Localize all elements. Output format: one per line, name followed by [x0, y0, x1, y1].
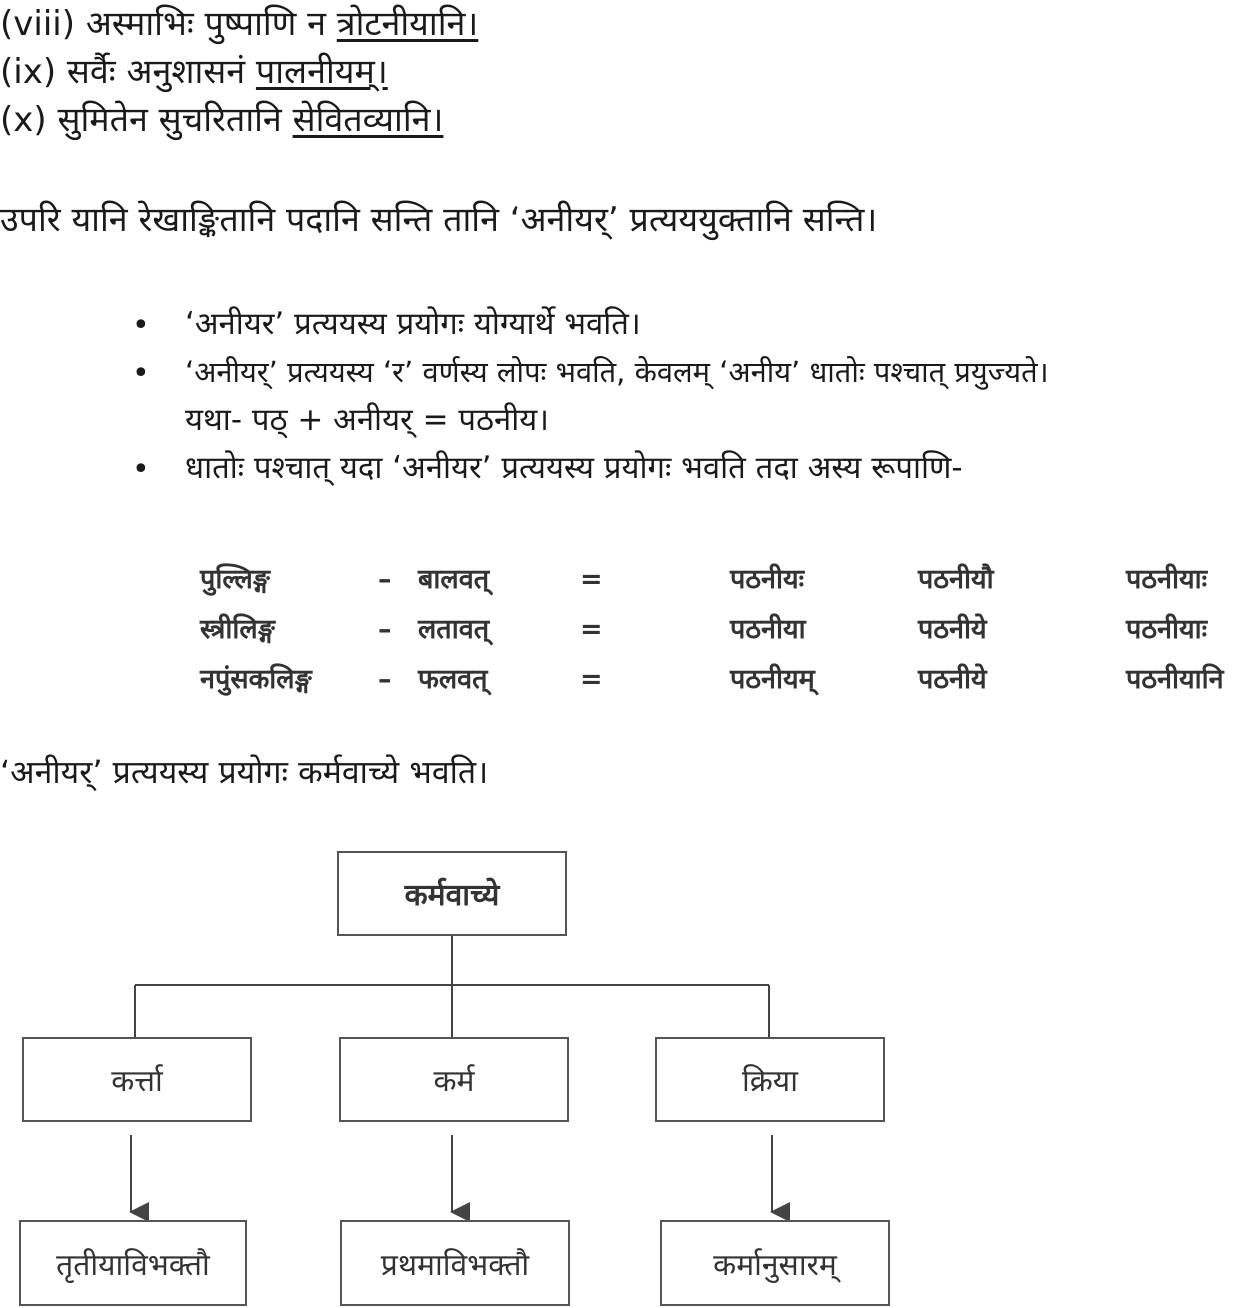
form-plural: पठनीयाः	[1126, 564, 1208, 595]
diagram-result-box-tritiya: तृतीयाविभक्तौ	[19, 1220, 247, 1306]
equals-sign: =	[580, 614, 603, 645]
diagram-branch-box-kriya: क्रिया	[655, 1037, 885, 1122]
example-underlined-word: पालनीयम्।	[255, 52, 388, 92]
form-dual: पठनीये	[918, 664, 987, 695]
dash: –	[378, 614, 392, 645]
bullet-dot: •	[132, 452, 150, 487]
example-underlined-word: सेवितव्यानि।	[292, 100, 444, 140]
equals-sign: =	[580, 564, 603, 595]
form-dual: पठनीये	[918, 614, 987, 645]
form-singular: पठनीया	[730, 614, 806, 645]
form-plural: पठनीयाः	[1126, 614, 1208, 645]
example-number: (viii)	[0, 4, 75, 44]
equals-sign: =	[580, 664, 603, 695]
bullet-dot: •	[132, 356, 150, 391]
diagram-branch-box-karta: कर्त्ता	[22, 1037, 252, 1122]
diagram-root-box: कर्मवाच्ये	[337, 851, 567, 936]
bullet-item-2-example: यथा- पठ् + अनीयर् = पठनीय।	[185, 402, 550, 438]
diagram-result-box-karmanusaram: कर्मानुसारम्	[660, 1220, 890, 1306]
diagram-result-box-prathama: प्रथमाविभक्तौ	[340, 1220, 570, 1306]
form-singular: पठनीयः	[730, 564, 805, 595]
bullet-item-1: ‘अनीयर’ प्रत्ययस्य प्रयोगः योग्यार्थे भवति।	[185, 306, 641, 342]
form-singular: पठनीयम्	[730, 664, 815, 695]
gender-label: नपुंसकलिङ्ग	[200, 664, 312, 695]
pattern-word: फलवत्	[418, 664, 488, 695]
bullet-item-2: ‘अनीयर्’ प्रत्ययस्य ‘र’ वर्णस्य लोपः भवति, केवलम् ‘अनीय’ धातोः पश्चात् प्रयुज्यते।	[185, 355, 1049, 389]
example-plain-text: सर्वैः अनुशासनं	[66, 52, 256, 92]
diagram-branch-box-karma: कर्म	[339, 1037, 569, 1122]
dash: –	[378, 664, 392, 695]
bullet-item-3: धातोः पश्चात् यदा ‘अनीयर’ प्रत्ययस्य प्रयोगः भवति तदा अस्य रूपाणि-	[185, 450, 963, 486]
form-dual: पठनीयौ	[918, 564, 994, 595]
example-number: (x)	[0, 100, 47, 140]
example-number: (ix)	[0, 52, 57, 92]
usage-note: ‘अनीयर्’ प्रत्ययस्य प्रयोगः कर्मवाच्ये भवति।	[0, 753, 489, 791]
gender-label: पुल्लिङ्ग	[200, 564, 270, 595]
example-underlined-word: त्रोटनीयानि।	[336, 4, 479, 44]
gender-label: स्त्रीलिङ्ग	[200, 614, 275, 645]
example-plain-text: अस्माभिः पुष्पाणि न	[85, 4, 337, 44]
example-plain-text: सुमितेन सुचरितानि	[57, 100, 293, 140]
bullet-dot: •	[132, 308, 150, 343]
pattern-word: लतावत्	[418, 614, 490, 645]
form-plural: पठनीयानि	[1126, 664, 1224, 695]
pattern-word: बालवत्	[418, 564, 490, 595]
dash: –	[378, 564, 392, 595]
intro-paragraph: उपरि यानि रेखाङ्कितानि पदानि सन्ति तानि ‘अनीयर्’ प्रत्यययुक्तानि सन्ति।	[0, 200, 878, 240]
